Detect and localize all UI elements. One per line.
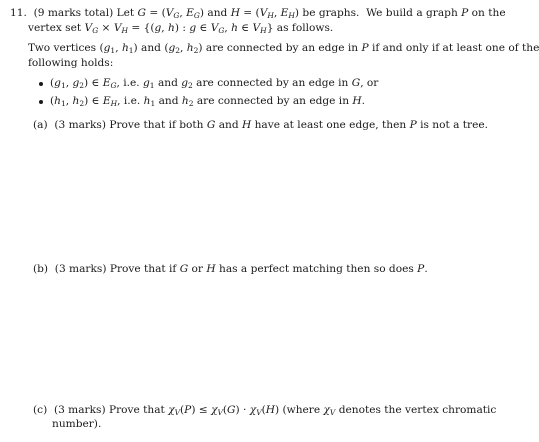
problem-number-and-intro-line-1 [10,6,506,20]
bullet-dot-2 [39,100,43,104]
part-a-text: (3 marks) Prove that if both G and H have at least one edge, then P is not a tree. [50,119,488,131]
bullet-item-1: ($g_1$, $g_2$) ∈ $E_G$, i.e. $g_1$ and $g_2$ are connected by an edge in G, or [50,77,379,90]
part-b-text: (3 marks) Prove that if G or H has a perfect matching then so does P. [51,263,428,275]
part-a [33,118,488,132]
part-c-line-1 [33,403,496,417]
bullet-dot-1 [39,82,43,86]
part-c-text-line-2: number). [52,418,102,430]
intro-line-1: (9 marks total) Let $G = (V_G$, $E_G$) and $H = (V_H$, $E_H$) be graphs. We build a graph P on the [30,7,506,20]
intro-line-2: vertex set $V_G \times V_H = \{(g$, h) : g ∈ $V_G$, h ∈ $V_H$} as follows. [28,22,334,35]
part-c-label: (c) [33,404,48,416]
condition-line-2: following holds: [28,57,114,69]
part-c-text-line-1: (3 marks) Prove that $\chi_V(P) \le \chi_V(G) \cdot \chi_V(H)$ (where $\chi_V$ denotes the vertex chromatic [50,404,497,417]
part-b-label: (b) [33,263,49,275]
problem-number: 11. [10,7,27,19]
part-b [33,262,428,276]
condition-line-1: Two vertices ($g_1$, $h_1$) and ($g_2$, $h_2$) are connected by an edge in P if and only if at least one of the [28,42,539,55]
part-a-label: (a) [33,119,48,131]
bullet-item-2: ($h_1$, $h_2$) ∈ $E_H$, i.e. $h_1$ and $h_2$ are connected by an edge in H. [50,95,366,108]
